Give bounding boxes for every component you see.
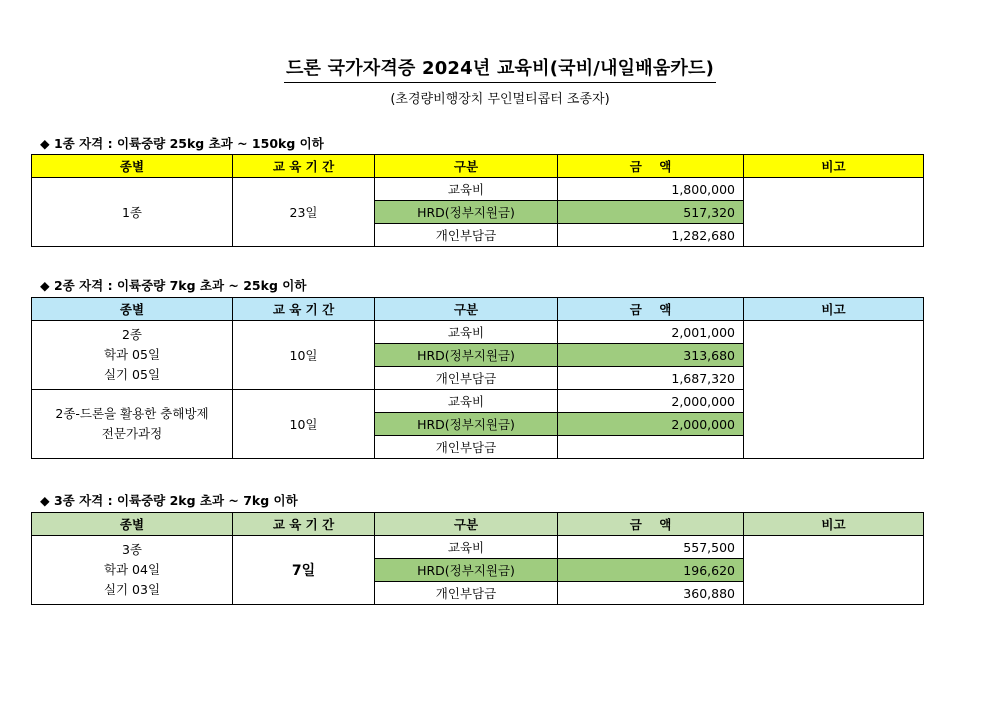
amount-hrd: 313,680 <box>558 344 744 367</box>
period-cell: 10일 <box>233 321 375 390</box>
amount-fee: 557,500 <box>558 536 744 559</box>
amount-fee: 1,800,000 <box>558 178 744 201</box>
amount-personal: 1,282,680 <box>558 224 744 247</box>
type-line: 실기 03일 <box>103 582 161 597</box>
table-header-row <box>32 513 924 536</box>
header-note: 비고 <box>744 155 924 178</box>
amount-personal <box>558 436 744 459</box>
type-cell <box>32 390 233 459</box>
type-line: 3종 <box>121 542 143 557</box>
section2-label: ◆ 2종 자격 : 이륙중량 7kg 초과 ~ 25kg 이하 <box>40 278 307 293</box>
category-fee: 교육비 <box>375 178 558 201</box>
section1-label: ◆ 1종 자격 : 이륙중량 25kg 초과 ~ 150kg 이하 <box>40 136 324 151</box>
header-amount: 금 액 <box>558 298 744 321</box>
page-subtitle: (초경량비행장치 무인멀티콥터 조종자) <box>390 92 610 107</box>
type-line: 학과 05일 <box>103 347 161 362</box>
header-category: 구분 <box>375 155 558 178</box>
header-period: 교 육 기 간 <box>233 155 375 178</box>
category-hrd: HRD(정부지원금) <box>375 344 558 367</box>
category-personal: 개인부담금 <box>375 436 558 459</box>
header-type: 종별 <box>32 155 233 178</box>
amount-hrd: 2,000,000 <box>558 413 744 436</box>
header-period: 교 육 기 간 <box>233 298 375 321</box>
category-fee: 교육비 <box>375 390 558 413</box>
category-fee: 교육비 <box>375 536 558 559</box>
table-row <box>32 321 924 344</box>
table-row <box>32 178 924 201</box>
category-hrd: HRD(정부지원금) <box>375 559 558 582</box>
header-amount: 금 액 <box>558 155 744 178</box>
period-cell: 23일 <box>233 178 375 247</box>
section3-label: ◆ 3종 자격 : 이륙중량 2kg 초과 ~ 7kg 이하 <box>40 493 298 508</box>
header-type: 종별 <box>32 513 233 536</box>
category-hrd: HRD(정부지원금) <box>375 413 558 436</box>
amount-fee: 2,000,000 <box>558 390 744 413</box>
amount-hrd: 517,320 <box>558 201 744 224</box>
note-cell <box>744 321 924 459</box>
note-cell <box>744 536 924 605</box>
type-line: 2종-드론을 활용한 충해방제 <box>55 406 209 421</box>
section3-table <box>31 512 924 605</box>
table-row <box>32 536 924 559</box>
section2-table <box>31 297 924 459</box>
category-fee: 교육비 <box>375 321 558 344</box>
type-cell: 1종 <box>32 178 233 247</box>
table-header-row <box>32 155 924 178</box>
header-category: 구분 <box>375 298 558 321</box>
header-category: 구분 <box>375 513 558 536</box>
header-amount: 금 액 <box>558 513 744 536</box>
note-cell <box>744 178 924 247</box>
header-note: 비고 <box>744 513 924 536</box>
section1-table <box>31 154 924 247</box>
amount-personal: 1,687,320 <box>558 367 744 390</box>
header-type: 종별 <box>32 298 233 321</box>
type-cell <box>32 536 233 605</box>
type-line: 실기 05일 <box>103 367 161 382</box>
amount-personal: 360,880 <box>558 582 744 605</box>
table-header-row <box>32 298 924 321</box>
period-cell: 7일 <box>233 536 375 605</box>
category-personal: 개인부담금 <box>375 224 558 247</box>
category-personal: 개인부담금 <box>375 582 558 605</box>
page-title-text: 드론 국가자격증 2024년 교육비(국비/내일배움카드) <box>284 54 716 83</box>
amount-hrd: 196,620 <box>558 559 744 582</box>
type-line: 전문가과정 <box>101 426 163 441</box>
amount-fee: 2,001,000 <box>558 321 744 344</box>
period-cell: 10일 <box>233 390 375 459</box>
category-personal: 개인부담금 <box>375 367 558 390</box>
type-line: 학과 04일 <box>103 562 161 577</box>
header-note: 비고 <box>744 298 924 321</box>
header-period: 교 육 기 간 <box>233 513 375 536</box>
type-cell <box>32 321 233 390</box>
page-title <box>0 54 1000 83</box>
category-hrd: HRD(정부지원금) <box>375 201 558 224</box>
type-line: 2종 <box>121 327 143 342</box>
